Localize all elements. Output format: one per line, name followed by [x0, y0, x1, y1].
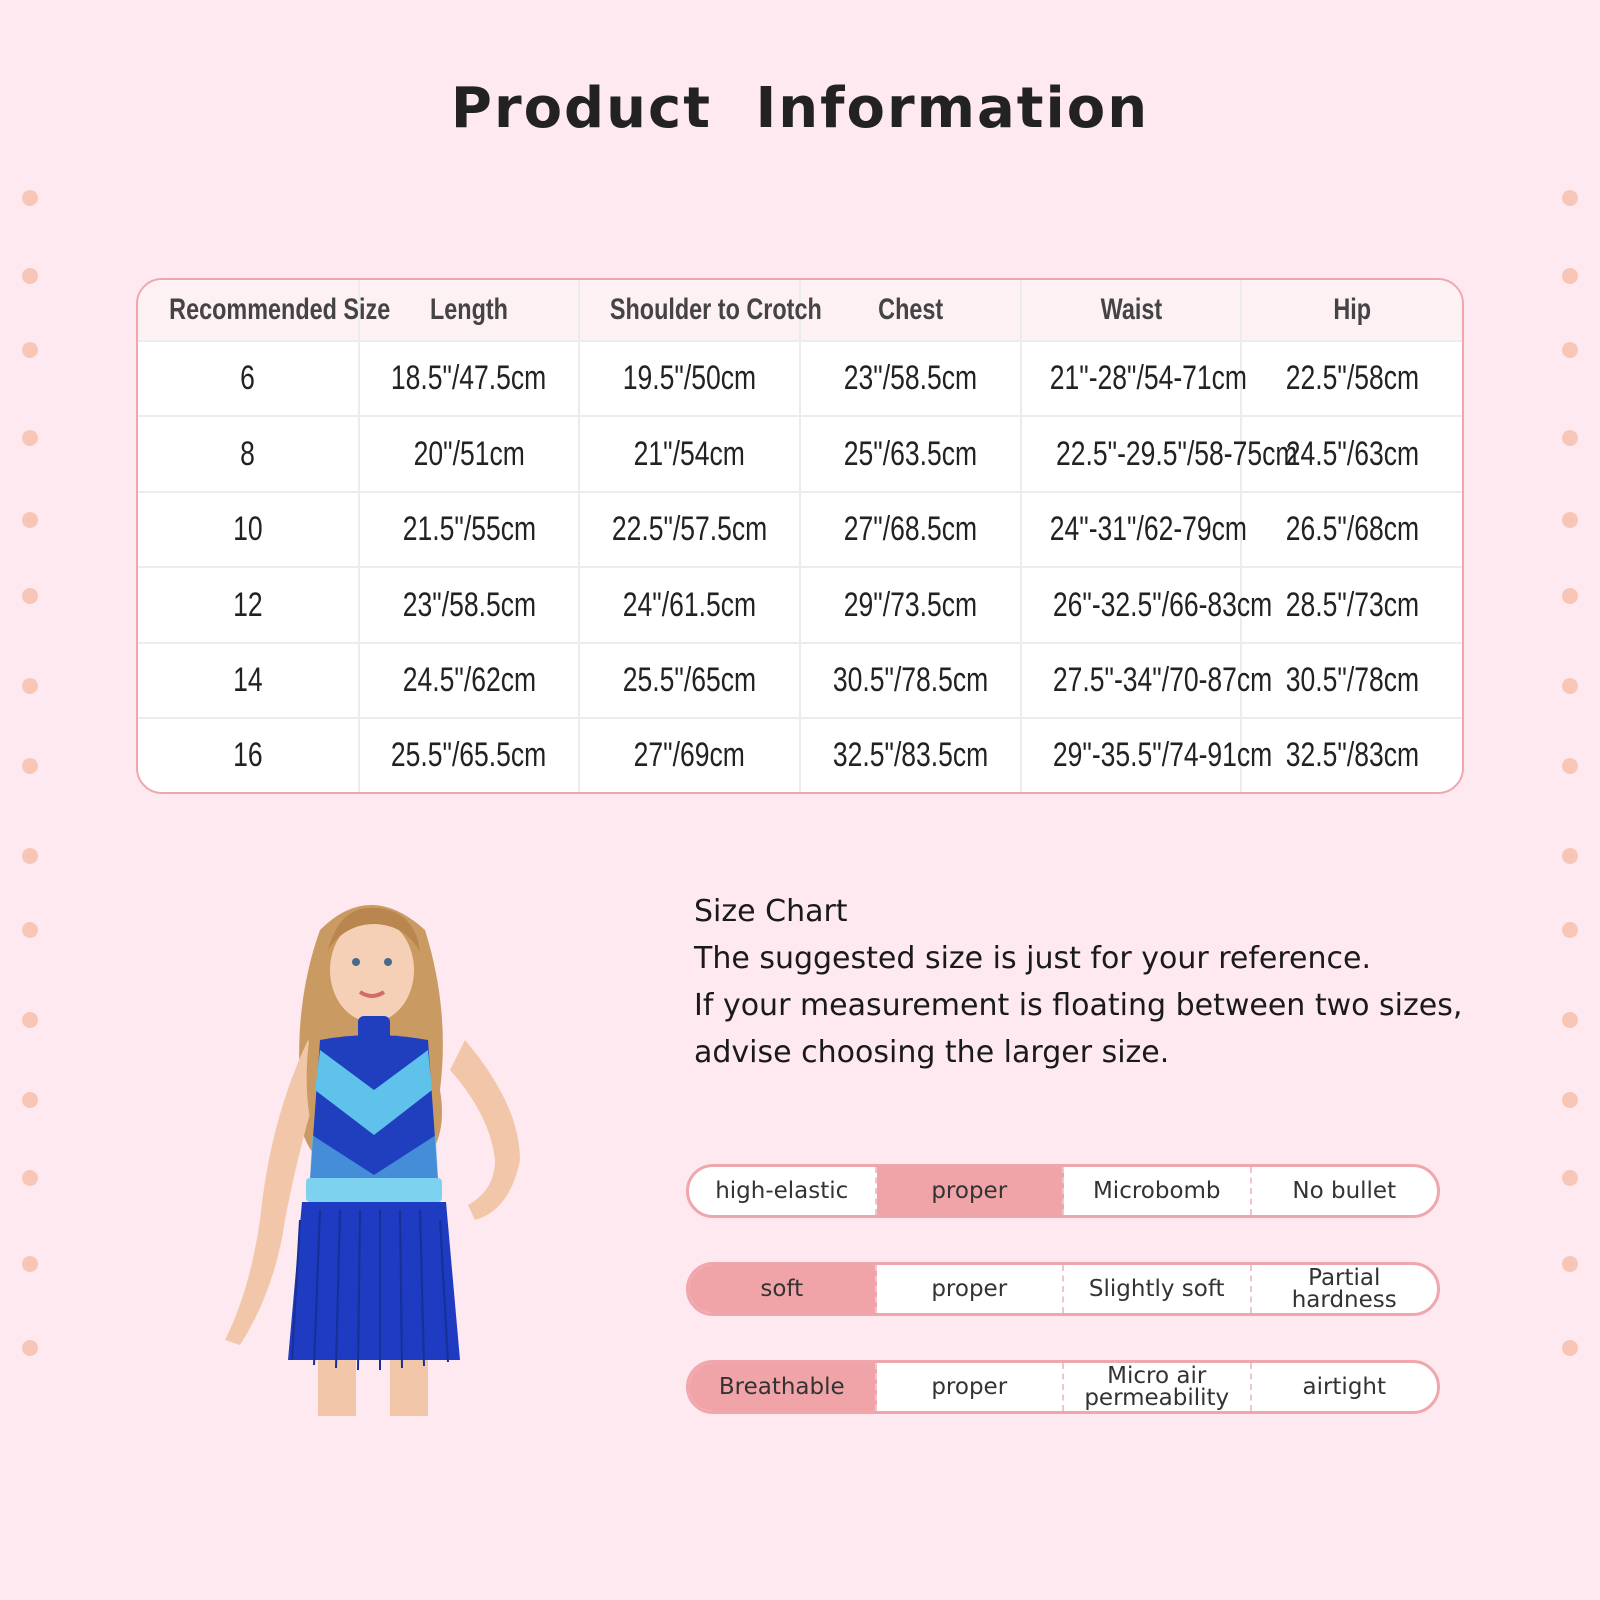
table-cell: 23"/58.5cm: [800, 341, 1021, 416]
table-cell: 22.5"-29.5"/58-75cm: [1021, 416, 1242, 491]
decorative-dot: [1562, 268, 1578, 284]
table-cell: 27"/68.5cm: [800, 492, 1021, 567]
table-cell: 25.5"/65.5cm: [359, 718, 580, 792]
table-cell: 21.5"/55cm: [359, 492, 580, 567]
rating-segment: high-elastic: [689, 1167, 877, 1215]
rating-segment: Slightly soft: [1064, 1265, 1252, 1313]
decorative-dot: [22, 922, 38, 938]
decorative-dot: [22, 1256, 38, 1272]
decorative-dot: [22, 848, 38, 864]
table-cell: 29"/73.5cm: [800, 567, 1021, 642]
table-header-row: [138, 280, 1462, 341]
table-cell: 19.5"/50cm: [579, 341, 800, 416]
decorative-dot: [1562, 678, 1578, 694]
elasticity-rating-bar: [686, 1164, 1440, 1218]
table-row: [138, 643, 1462, 718]
column-header: Length: [359, 280, 580, 341]
table-cell: 32.5"/83.5cm: [800, 718, 1021, 792]
table-cell: 8: [138, 416, 359, 491]
decorative-dot: [1562, 758, 1578, 774]
decorative-dot: [1562, 1012, 1578, 1028]
decorative-dot: [1562, 1092, 1578, 1108]
table-cell: 12: [138, 567, 359, 642]
table-cell: 24"/61.5cm: [579, 567, 800, 642]
description-line: advise choosing the larger size.: [694, 1035, 1170, 1070]
table-cell: 21"-28"/54-71cm: [1021, 341, 1242, 416]
decorative-dot: [1562, 512, 1578, 528]
table-cell: 14: [138, 643, 359, 718]
decorative-dot: [1562, 1340, 1578, 1356]
column-header: Recommended Size: [138, 280, 359, 341]
rating-segment: Micro air permeability: [1064, 1363, 1252, 1411]
column-header: Waist: [1021, 280, 1242, 341]
table-cell: 27.5"-34"/70-87cm: [1021, 643, 1242, 718]
table-cell: 28.5"/73cm: [1241, 567, 1462, 642]
table-cell: 27"/69cm: [579, 718, 800, 792]
decorative-dot: [1562, 588, 1578, 604]
table-cell: 29"-35.5"/74-91cm: [1021, 718, 1242, 792]
column-header: Shoulder to Crotch: [579, 280, 800, 341]
description-line: The suggested size is just for your reference.: [694, 941, 1371, 976]
decorative-dot: [1562, 342, 1578, 358]
table-cell: 24.5"/63cm: [1241, 416, 1462, 491]
table-row: [138, 718, 1462, 792]
rating-segment: Breathable: [689, 1363, 877, 1411]
rating-segment: soft: [689, 1265, 877, 1313]
decorative-dot: [1562, 1170, 1578, 1186]
decorative-dot: [22, 1092, 38, 1108]
rating-segment: No bullet: [1292, 1178, 1397, 1204]
decorative-dots-right: [1550, 0, 1590, 1600]
table-cell: 30.5"/78cm: [1241, 643, 1462, 718]
table-cell: 20"/51cm: [359, 416, 580, 491]
table-cell: 30.5"/78.5cm: [800, 643, 1021, 718]
decorative-dots-left: [10, 0, 50, 1600]
decorative-dot: [1562, 922, 1578, 938]
table-cell: 25.5"/65cm: [579, 643, 800, 718]
description-heading: Size Chart: [694, 894, 848, 929]
table-cell: 6: [138, 341, 359, 416]
decorative-dot: [1562, 430, 1578, 446]
table-cell: 18.5"/47.5cm: [359, 341, 580, 416]
decorative-dot: [1562, 1256, 1578, 1272]
table-cell: 24"-31"/62-79cm: [1021, 492, 1242, 567]
column-header: Chest: [800, 280, 1021, 341]
table-row: [138, 341, 1462, 416]
softness-rating-bar: [686, 1262, 1440, 1316]
table-row: [138, 567, 1462, 642]
decorative-dot: [22, 678, 38, 694]
rating-segment: proper: [877, 1167, 1065, 1215]
table-cell: 21"/54cm: [579, 416, 800, 491]
page-title: Product Information: [450, 76, 1150, 141]
table-cell: 32.5"/83cm: [1285, 736, 1419, 775]
column-header: Hip: [1241, 280, 1462, 341]
rating-segment: Microbomb: [1064, 1167, 1252, 1215]
model-photo: [200, 890, 560, 1420]
table-cell: 24.5"/62cm: [359, 643, 580, 718]
decorative-dot: [22, 1012, 38, 1028]
decorative-dot: [22, 512, 38, 528]
decorative-dot: [1562, 190, 1578, 206]
decorative-dot: [22, 1340, 38, 1356]
decorative-dot: [22, 190, 38, 206]
size-chart-description: [694, 888, 1494, 1076]
rating-segment: Partial hardness: [1291, 1265, 1397, 1313]
description-line: If your measurement is floating between two sizes,: [694, 988, 1463, 1023]
table-cell: 16: [138, 718, 359, 792]
decorative-dot: [22, 342, 38, 358]
table-row: [138, 492, 1462, 567]
table-cell: 25"/63.5cm: [800, 416, 1021, 491]
table-row: [138, 416, 1462, 491]
decorative-dot: [22, 1170, 38, 1186]
table-cell: 10: [138, 492, 359, 567]
decorative-dot: [22, 588, 38, 604]
size-chart-table: [136, 278, 1464, 794]
decorative-dot: [22, 430, 38, 446]
table-cell: 23"/58.5cm: [359, 567, 580, 642]
rating-segment: proper: [877, 1363, 1065, 1411]
decorative-dot: [1562, 848, 1578, 864]
table-cell: 26.5"/68cm: [1241, 492, 1462, 567]
table-cell: 22.5"/57.5cm: [579, 492, 800, 567]
table-cell: 26"-32.5"/66-83cm: [1021, 567, 1242, 642]
breathability-rating-bar: [686, 1360, 1440, 1414]
decorative-dot: [22, 758, 38, 774]
rating-segment: airtight: [1302, 1374, 1387, 1400]
decorative-dot: [22, 268, 38, 284]
rating-segment: proper: [877, 1265, 1065, 1313]
table-cell: 22.5"/58cm: [1241, 341, 1462, 416]
